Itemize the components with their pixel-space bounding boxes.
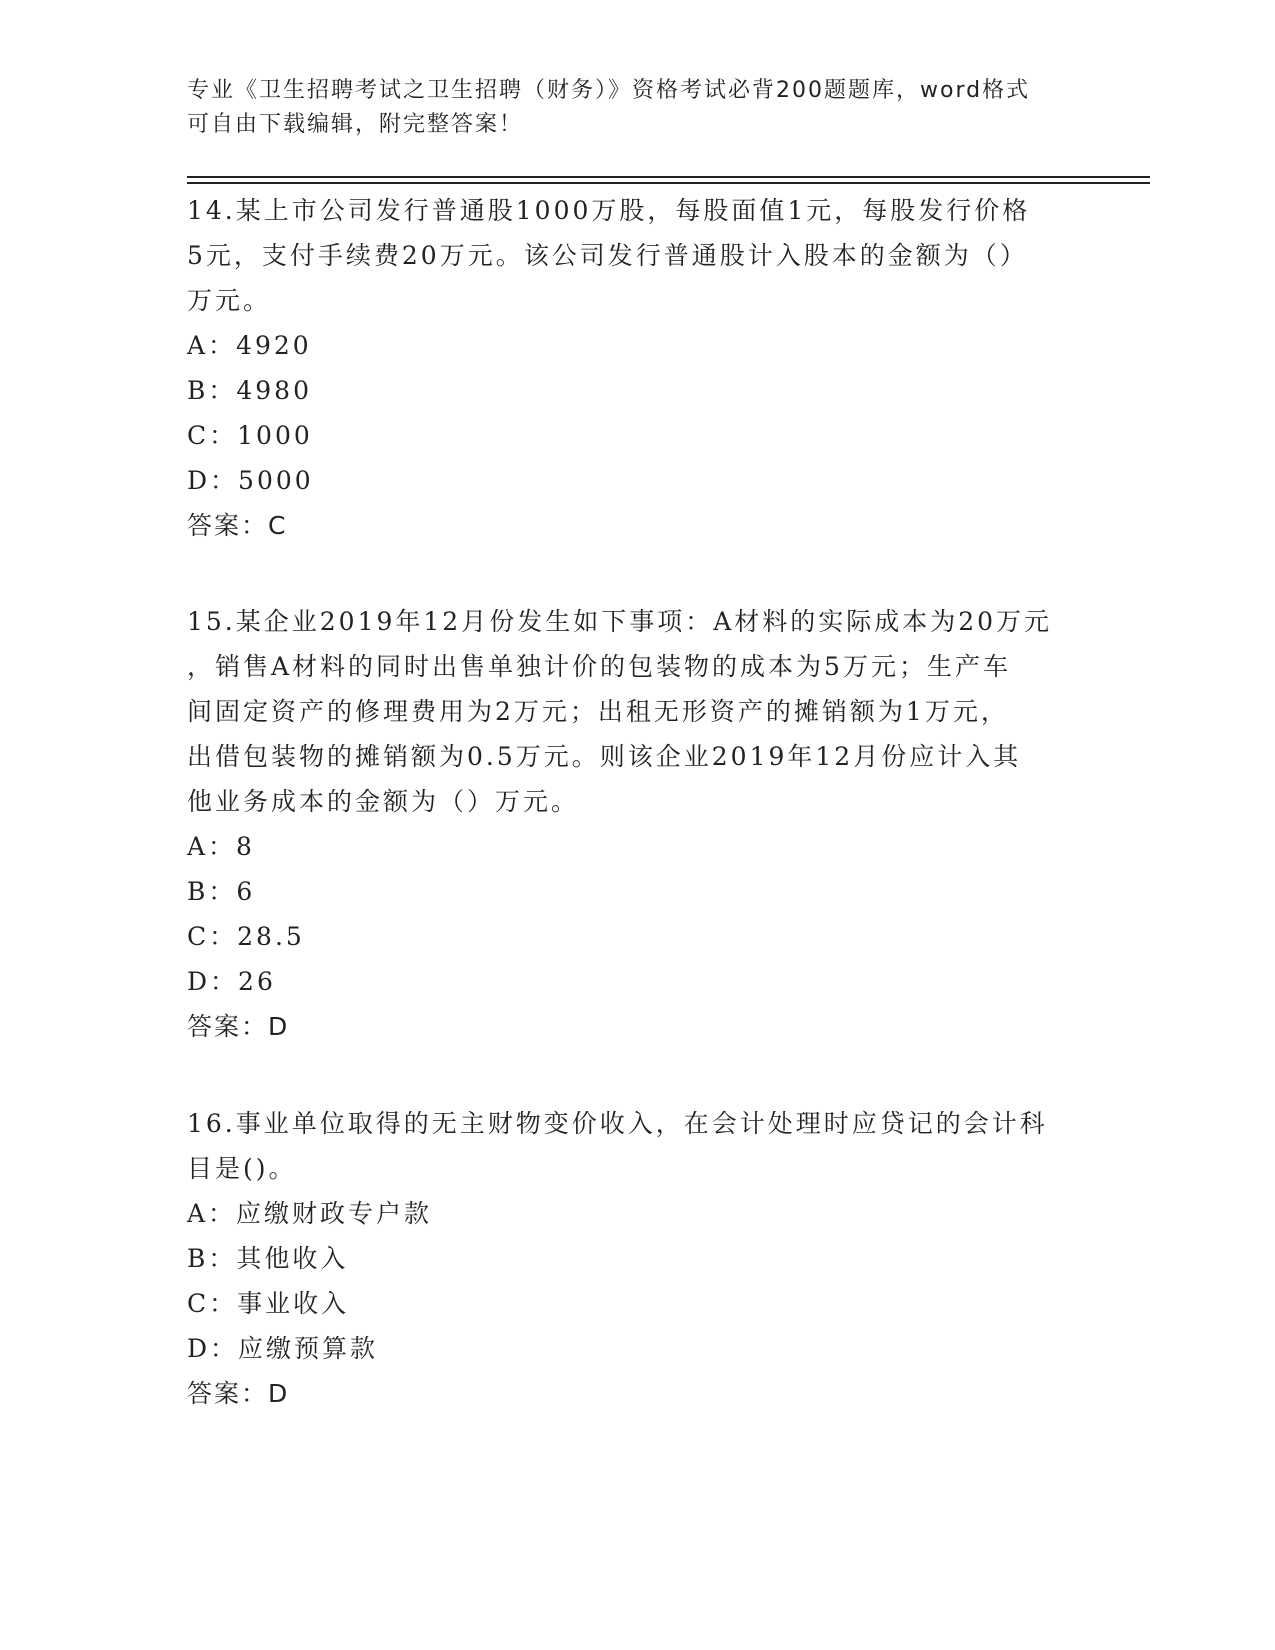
question-16 (187, 1101, 1087, 1416)
question-stem (187, 188, 1087, 323)
header-divider-bottom (187, 182, 1150, 184)
option-d: D：应缴预算款 (187, 1334, 379, 1363)
stem-line: 间固定资产的修理费用为2万元；出租无形资产的摊销额为1万元， (187, 697, 1009, 726)
answer-label: 答案：D (187, 1379, 290, 1408)
option-b: B：其他收入 (187, 1244, 349, 1273)
option-c: C：1000 (187, 421, 313, 450)
document-header (187, 74, 1087, 142)
option-d: D：26 (187, 967, 276, 996)
header-line-1: 专业《卫生招聘考试之卫生招聘（财务）》资格考试必背200题题库，word格式 (187, 78, 1031, 103)
option-b: B：4980 (187, 376, 312, 405)
option-a: A：应缴财政专户款 (187, 1199, 433, 1228)
stem-line: 16.事业单位取得的无主财物变价收入，在会计处理时应贷记的会计科 (187, 1109, 1048, 1138)
stem-line: 5元，支付手续费20万元。该公司发行普通股计入股本的金额为（） (187, 241, 1028, 270)
question-15 (187, 599, 1087, 1049)
option-d: D：5000 (187, 466, 314, 495)
option-a: A：8 (187, 832, 255, 861)
stem-line: 目是()。 (187, 1154, 297, 1183)
option-b: B：6 (187, 877, 256, 906)
answer-label: 答案：C (187, 511, 288, 540)
header-divider-top (187, 176, 1150, 178)
question-stem (187, 1101, 1087, 1191)
stem-line: 出借包装物的摊销额为0.5万元。则该企业2019年12月份应计入其 (187, 742, 1022, 771)
stem-line: 他业务成本的金额为（）万元。 (187, 787, 580, 816)
answer-label: 答案：D (187, 1012, 290, 1041)
stem-line: 万元。 (187, 286, 272, 315)
option-c: C：28.5 (187, 922, 305, 951)
question-14 (187, 188, 1087, 548)
stem-line: ，销售A材料的同时出售单独计价的包装物的成本为5万元；生产车 (187, 652, 1011, 681)
option-c: C：事业收入 (187, 1289, 350, 1318)
stem-line: 15.某企业2019年12月份发生如下事项：A材料的实际成本为20万元 (187, 607, 1053, 636)
stem-line: 14.某上市公司发行普通股1000万股，每股面值1元，每股发行价格 (187, 196, 1031, 225)
option-a: A：4920 (187, 331, 312, 360)
header-line-2: 可自由下载编辑，附完整答案！ (187, 112, 524, 137)
question-stem (187, 599, 1087, 824)
